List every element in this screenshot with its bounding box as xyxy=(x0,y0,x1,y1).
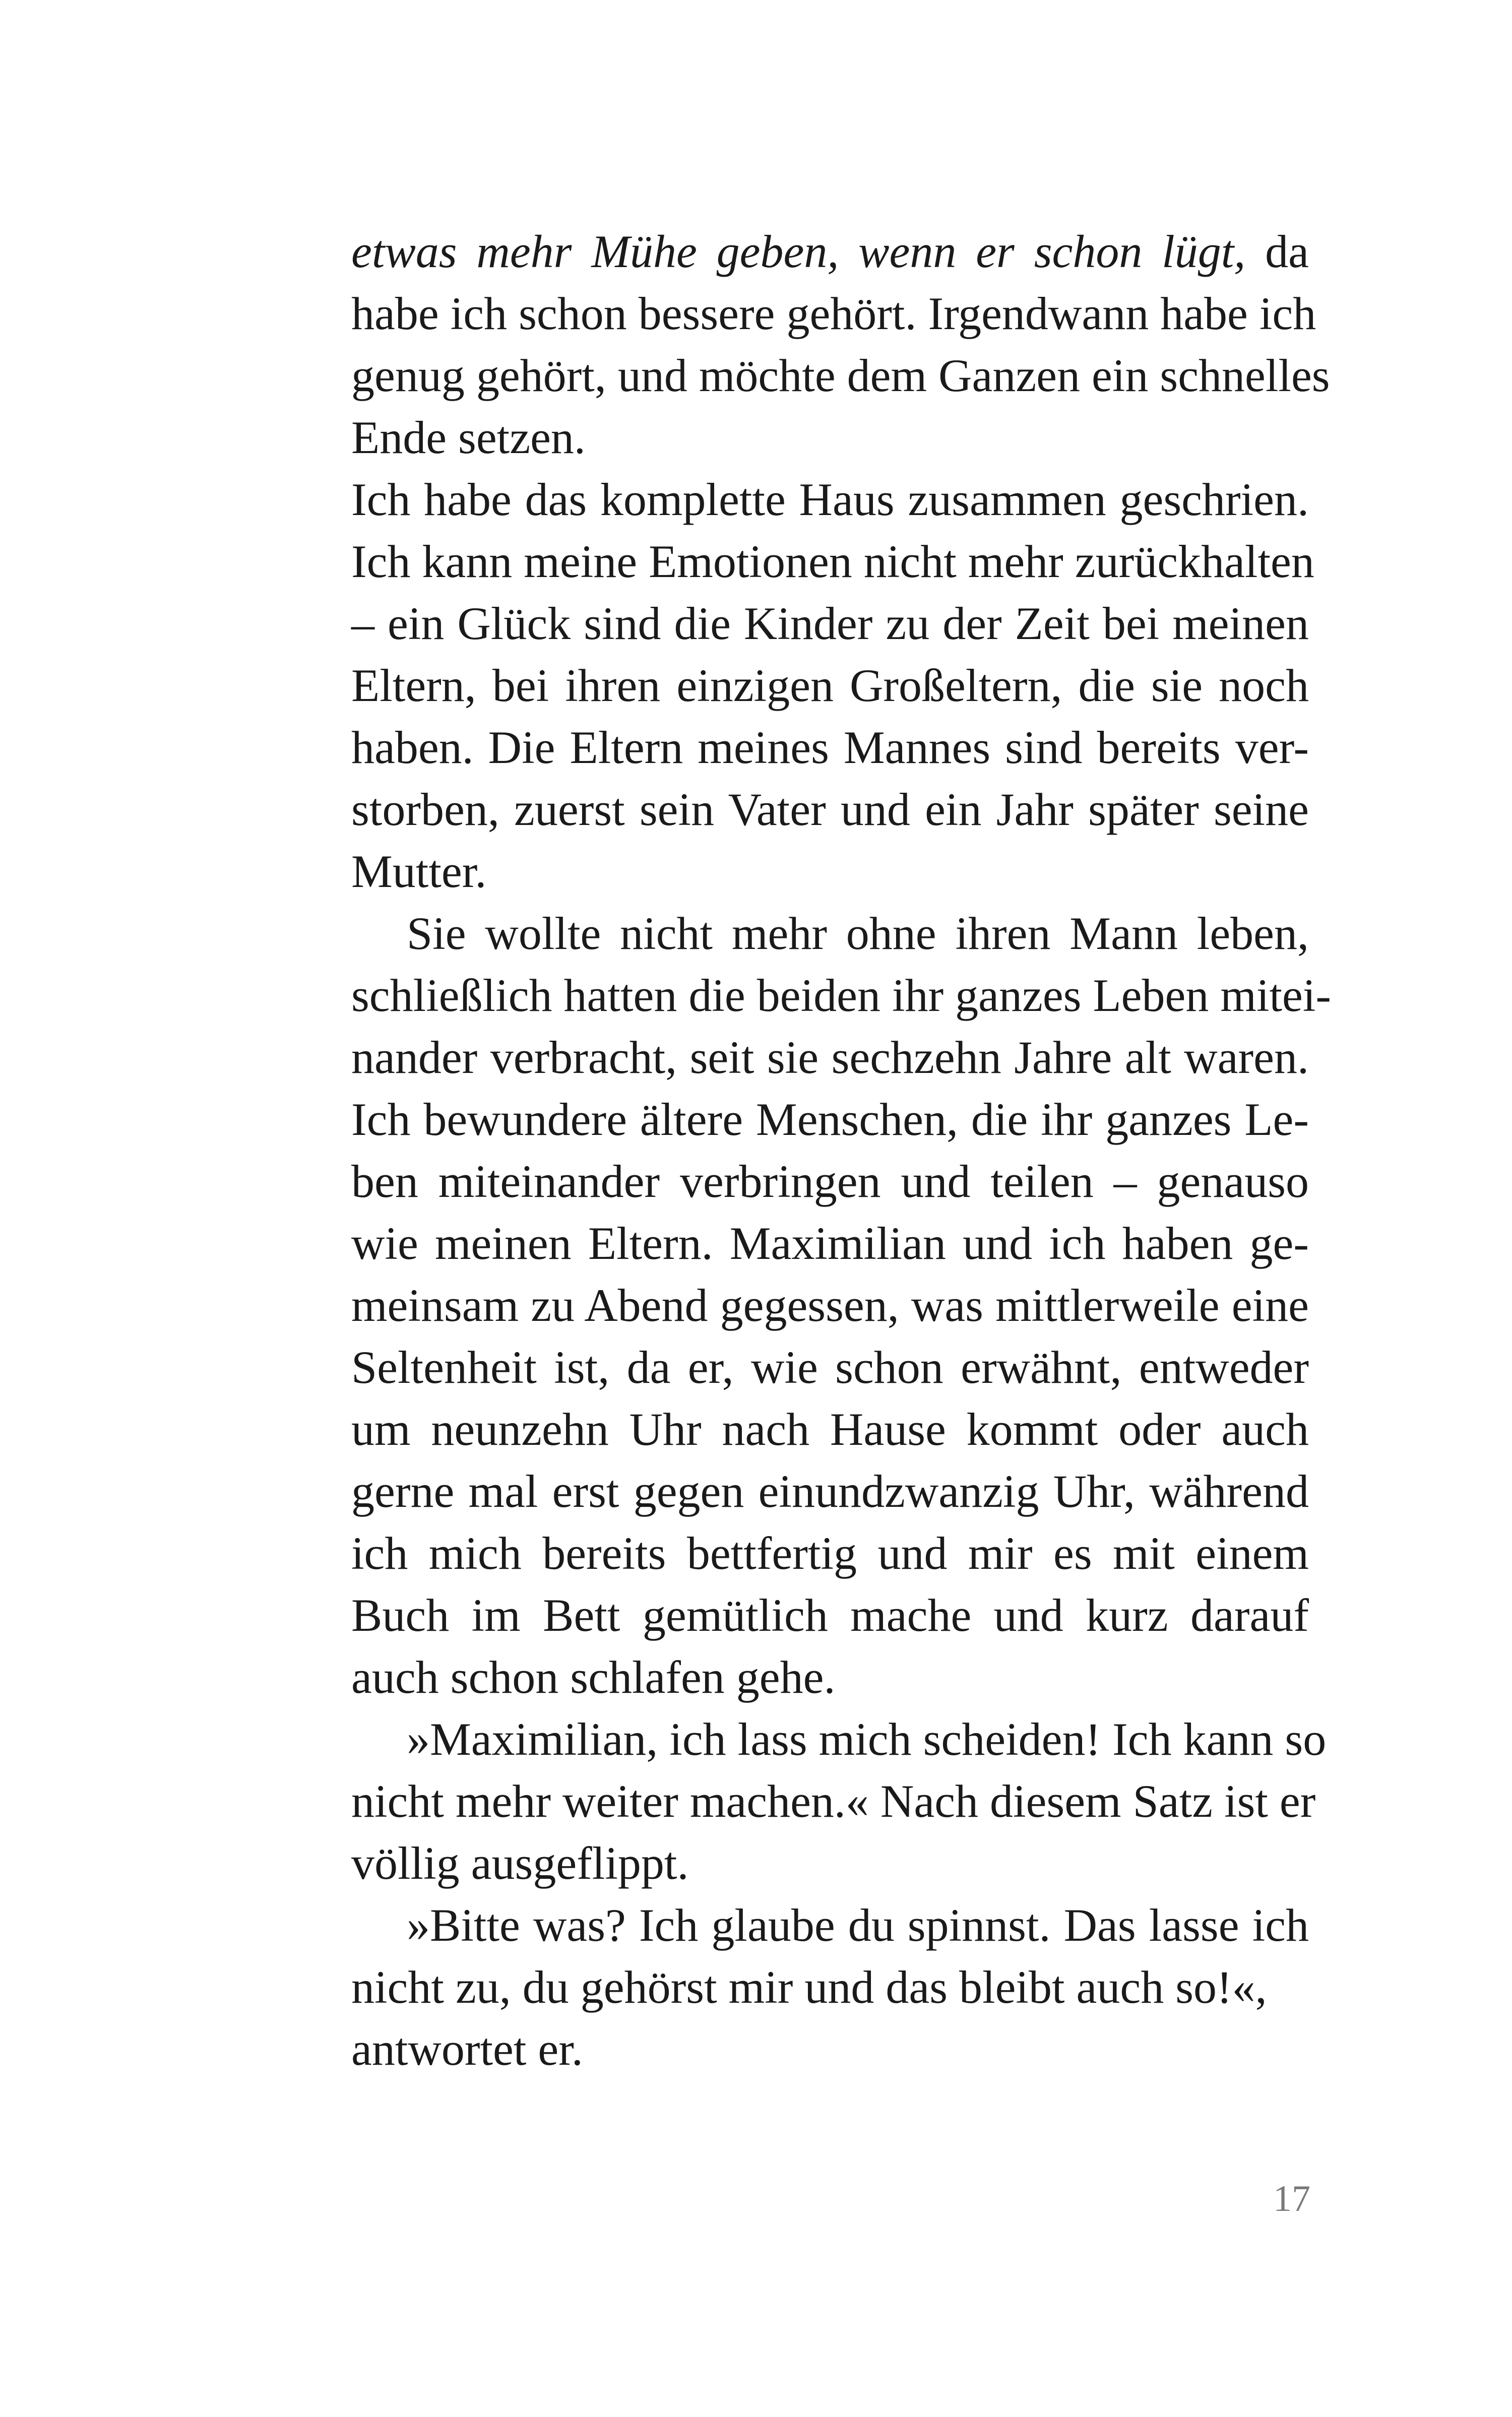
text-line: Ende setzen. xyxy=(351,412,586,463)
text-line: meinsam zu Abend gegessen, was mittlerweile eine xyxy=(351,1280,1309,1331)
text-line xyxy=(351,221,1309,283)
text-line: ich mich bereits bettfertig und mir es mit einem xyxy=(351,1528,1309,1579)
text-line: Ich bewundere ältere Menschen, die ihr ganzes Le- xyxy=(351,1094,1309,1145)
text-line: habe ich schon bessere gehört. Irgendwann habe ich xyxy=(351,288,1316,339)
text-line: Eltern, bei ihren einzigen Großeltern, die sie noch xyxy=(351,660,1309,711)
italic-phrase: etwas mehr Mühe geben, wenn er schon lügt, xyxy=(351,226,1246,277)
text-line: nicht zu, du gehörst mir und das bleibt auch so!«, xyxy=(351,1961,1267,2013)
page-number: 17 xyxy=(1273,2178,1310,2219)
text-line: nicht mehr weiter machen.« Nach diesem Satz ist er xyxy=(351,1775,1316,1827)
text-line: schließlich hatten die beiden ihr ganzes Leben mitei- xyxy=(351,970,1332,1021)
line-text: da xyxy=(1245,226,1309,277)
text-line: Buch im Bett gemütlich mache und kurz darauf xyxy=(351,1589,1309,1641)
text-line: »Maximilian, ich lass mich scheiden! Ich kann so xyxy=(407,1713,1327,1765)
text-line: Ich habe das komplette Haus zusammen geschrien. xyxy=(351,474,1309,525)
text-line: storben, zuerst sein Vater und ein Jahr später seine xyxy=(351,784,1309,835)
text-line: völlig ausgeflippt. xyxy=(351,1837,689,1889)
text-line: ben miteinander verbringen und teilen – genauso xyxy=(351,1156,1309,1207)
text-line: Mutter. xyxy=(351,846,487,897)
text-line: nander verbracht, seit sie sechzehn Jahre alt waren. xyxy=(351,1032,1309,1083)
text-line: antwortet er. xyxy=(351,2023,583,2075)
text-line: – ein Glück sind die Kinder zu der Zeit bei meinen xyxy=(351,598,1309,649)
text-line: wie meinen Eltern. Maximilian und ich haben ge- xyxy=(351,1218,1309,1269)
text-line: auch schon schlafen gehe. xyxy=(351,1651,836,1703)
text-line: »Bitte was? Ich glaube du spinnst. Das lasse ich xyxy=(407,1899,1309,1951)
body-text xyxy=(351,221,1332,2080)
text-line: um neunzehn Uhr nach Hause kommt oder auch xyxy=(351,1404,1309,1455)
text-line: haben. Die Eltern meines Mannes sind bereits ver- xyxy=(351,722,1309,773)
text-line: genug gehört, und möchte dem Ganzen ein schnelles xyxy=(351,350,1330,401)
text-line: Sie wollte nicht mehr ohne ihren Mann leben, xyxy=(407,908,1309,959)
text-line: Seltenheit ist, da er, wie schon erwähnt, entweder xyxy=(351,1342,1309,1393)
text-line: gerne mal erst gegen einundzwanzig Uhr, während xyxy=(351,1466,1309,1517)
text-line: Ich kann meine Emotionen nicht mehr zurückhalten xyxy=(351,536,1314,587)
